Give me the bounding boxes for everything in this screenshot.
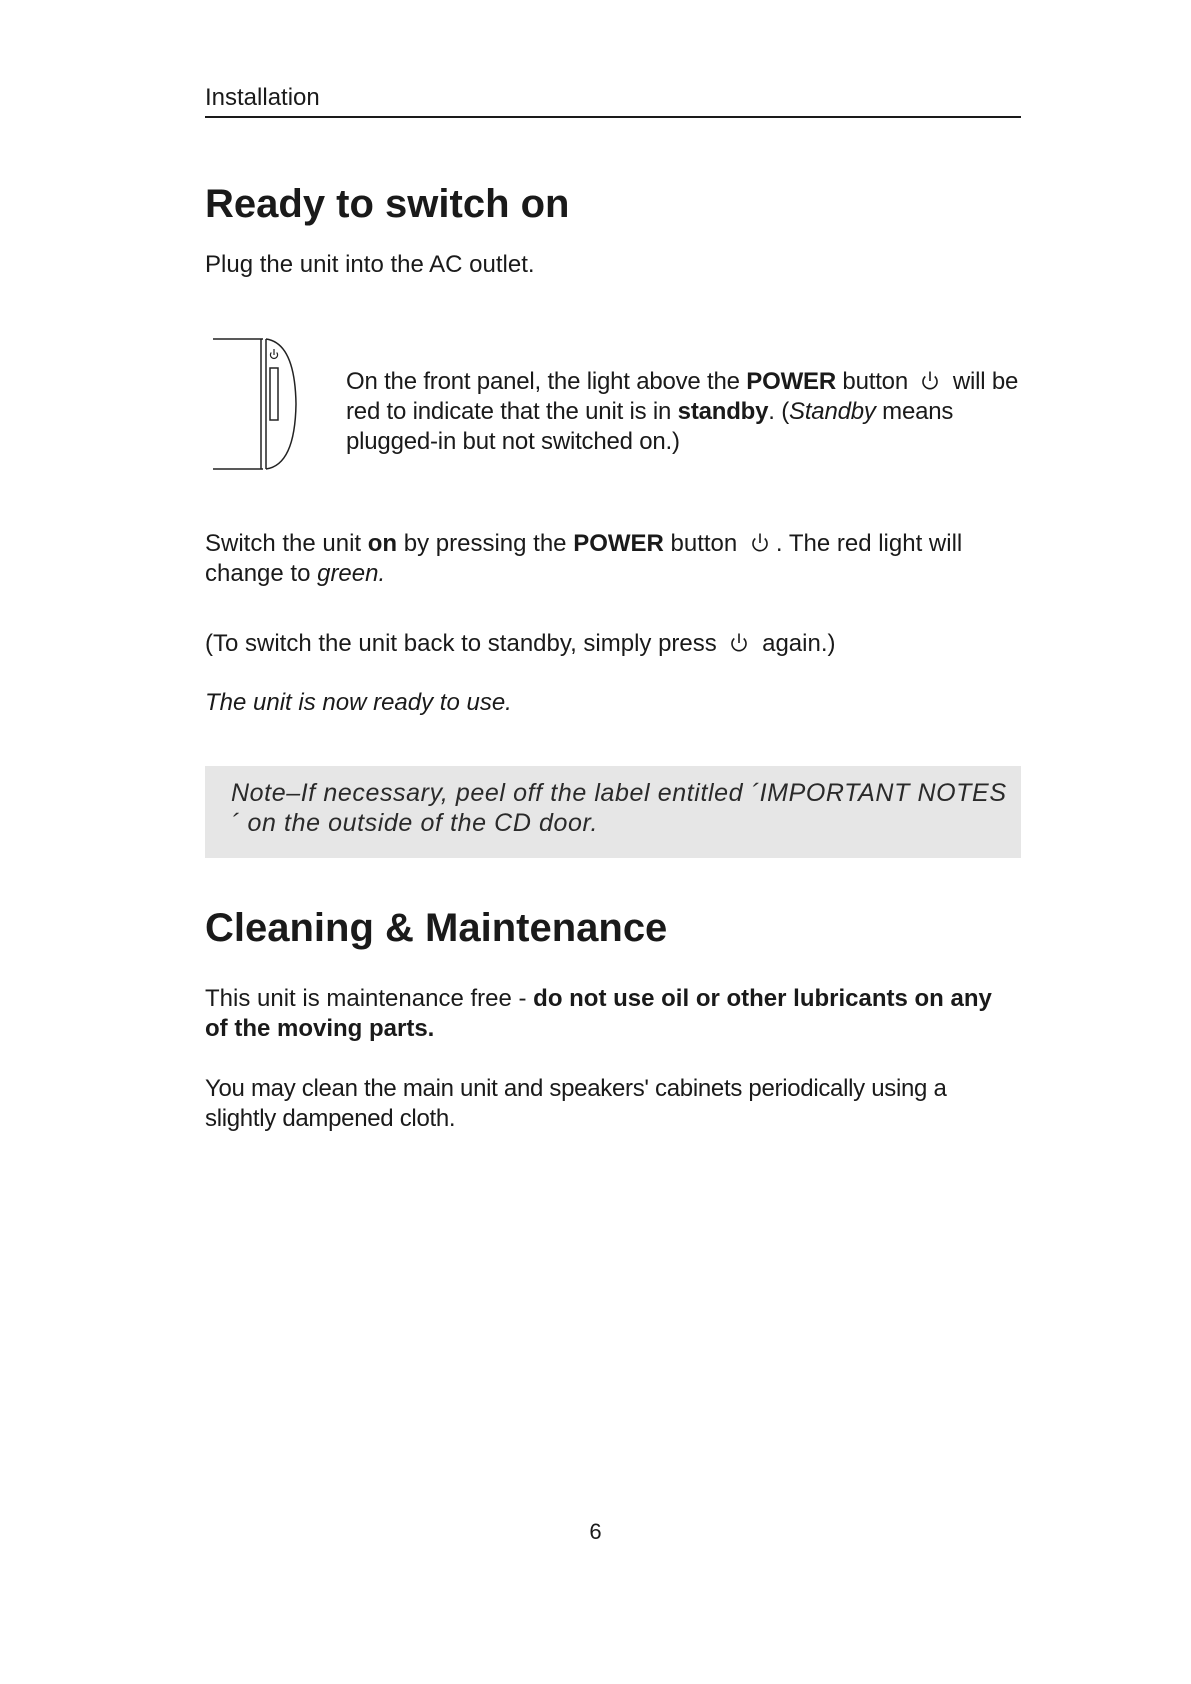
switch-on-instruction: Switch the unit on by pressing the POWER button . The red light will change to green. — [205, 530, 963, 587]
plug-instruction: Plug the unit into the AC outlet. — [205, 251, 535, 278]
power-icon — [920, 370, 940, 392]
cleaning-text: You may clean the main unit and speakers' cabinets periodically using a slightly dampened cloth. — [205, 1075, 947, 1132]
page-number: 6 — [589, 1519, 602, 1544]
section-title-ready: Ready to switch on — [205, 182, 570, 226]
note-box — [205, 766, 1021, 858]
power-icon — [750, 532, 770, 554]
ready-statement: The unit is now ready to use. — [205, 689, 512, 716]
section-title-cleaning: Cleaning & Maintenance — [205, 906, 668, 950]
power-icon — [729, 632, 749, 654]
standby-back-instruction: (To switch the unit back to standby, simply press again.) — [205, 630, 836, 657]
standby-description: On the front panel, the light above the POWER button will be red to indicate that the unit is in standby. (Standby means plugged-in but not switched on.) — [346, 368, 1019, 455]
power-icon — [270, 349, 277, 358]
front-panel-illustration — [213, 338, 303, 471]
note-text: Note–If necessary, peel off the label entitled ´IMPORTANT NOTES´ on the outside of the CD door. — [231, 779, 1007, 837]
maintenance-free-text: This unit is maintenance free - do not use oil or other lubricants on any of the moving parts. — [205, 985, 992, 1042]
running-header: Installation — [205, 84, 1021, 118]
